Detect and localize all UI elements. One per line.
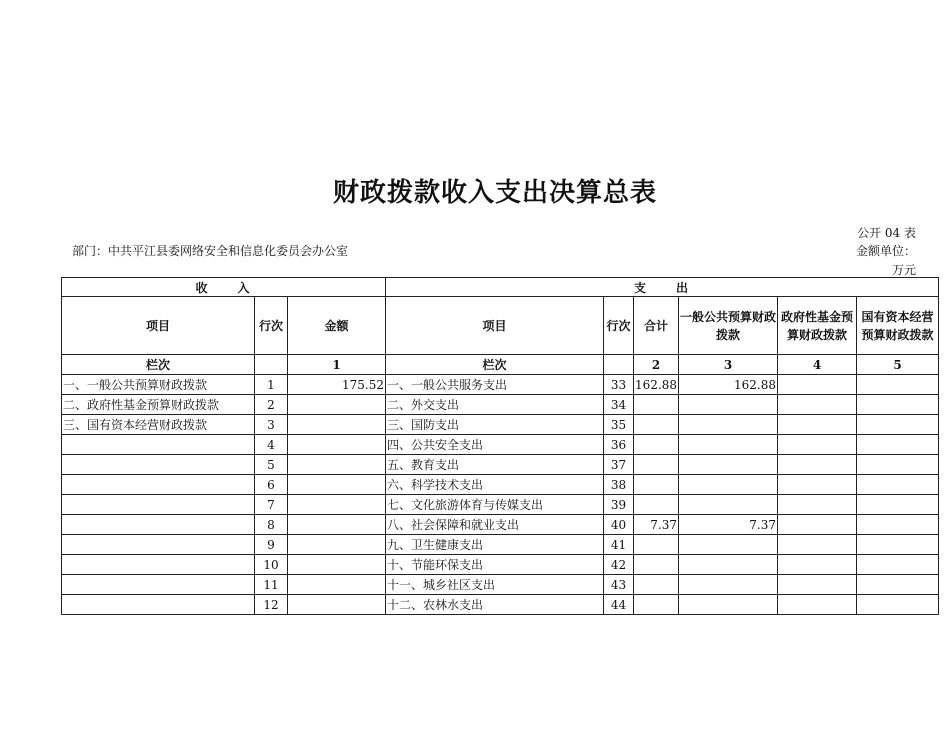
- income-item-cell: [62, 555, 255, 575]
- fund-budget-cell: [778, 555, 857, 575]
- table-row: [62, 495, 939, 515]
- income-row-no-cell: 2: [255, 395, 288, 415]
- total-cell: [634, 395, 679, 415]
- income-row-no-cell: 7: [255, 495, 288, 515]
- table-row: [62, 475, 939, 495]
- column-index-fund: 4: [778, 355, 857, 375]
- column-index-label: 栏次: [62, 355, 255, 375]
- expense-row-no-cell: 35: [604, 415, 634, 435]
- state-capital-cell: [857, 555, 939, 575]
- state-capital-cell: [857, 515, 939, 535]
- state-capital-cell: [857, 435, 939, 455]
- expense-section-header: 支 出: [386, 278, 939, 297]
- total-cell: [634, 595, 679, 615]
- state-capital-cell: [857, 495, 939, 515]
- general-budget-cell: [679, 475, 778, 495]
- income-row-no-cell: 5: [255, 455, 288, 475]
- total-cell: [634, 555, 679, 575]
- income-item-cell: [62, 475, 255, 495]
- income-row-no-cell: 10: [255, 555, 288, 575]
- column-index-cell: [255, 355, 288, 375]
- fund-budget-header: 政府性基金预算财政拨款: [778, 297, 857, 355]
- column-index-exp-label: 栏次: [386, 355, 604, 375]
- fund-budget-cell: [778, 435, 857, 455]
- income-row-no-cell: 6: [255, 475, 288, 495]
- income-amount-cell: [288, 415, 386, 435]
- state-capital-cell: [857, 595, 939, 615]
- income-row-no-cell: 12: [255, 595, 288, 615]
- income-row-no-header: 行次: [255, 297, 288, 355]
- expense-row-no-cell: 33: [604, 375, 634, 395]
- total-cell: [634, 475, 679, 495]
- general-budget-cell: [679, 395, 778, 415]
- general-budget-cell: [679, 435, 778, 455]
- fund-budget-cell: [778, 475, 857, 495]
- department-label: 部门：中共平江县委网络安全和信息化委员会办公室: [72, 244, 349, 258]
- income-item-cell: [62, 595, 255, 615]
- total-cell: [634, 575, 679, 595]
- general-budget-cell: 7.37: [679, 515, 778, 535]
- income-item-header: 项目: [62, 297, 255, 355]
- income-amount-cell: [288, 515, 386, 535]
- state-capital-cell: [857, 475, 939, 495]
- expense-row-no-cell: 38: [604, 475, 634, 495]
- expense-row-no-header: 行次: [604, 297, 634, 355]
- total-cell: 162.88: [634, 375, 679, 395]
- total-header: 合计: [634, 297, 679, 355]
- expense-item-cell: 十二、农林水支出: [386, 595, 604, 615]
- fund-budget-cell: [778, 495, 857, 515]
- expense-item-cell: 八、社会保障和就业支出: [386, 515, 604, 535]
- income-item-cell: [62, 455, 255, 475]
- page-title: 财政拨款收入支出决算总表: [332, 178, 657, 208]
- table-row: [62, 375, 939, 395]
- income-amount-cell: [288, 455, 386, 475]
- column-header-row: [62, 297, 939, 355]
- income-amount-cell: [288, 575, 386, 595]
- form-number: 公开 04 表: [857, 226, 916, 240]
- income-amount-cell: [288, 595, 386, 615]
- fund-budget-cell: [778, 515, 857, 535]
- income-row-no-cell: 9: [255, 535, 288, 555]
- unit-value: 万元: [891, 263, 916, 277]
- expense-row-no-cell: 36: [604, 435, 634, 455]
- state-capital-cell: [857, 575, 939, 595]
- income-amount-cell: [288, 395, 386, 415]
- table-row: [62, 575, 939, 595]
- income-item-cell: [62, 575, 255, 595]
- column-index-state: 5: [857, 355, 939, 375]
- expense-row-no-cell: 42: [604, 555, 634, 575]
- table-row: [62, 455, 939, 475]
- fund-budget-cell: [778, 415, 857, 435]
- expense-item-cell: 二、外交支出: [386, 395, 604, 415]
- expense-row-no-cell: 34: [604, 395, 634, 415]
- expense-item-cell: 七、文化旅游体育与传媒支出: [386, 495, 604, 515]
- income-item-cell: 二、政府性基金预算财政拨款: [62, 395, 255, 415]
- income-amount-cell: [288, 475, 386, 495]
- expense-item-cell: 三、国防支出: [386, 415, 604, 435]
- table-row: [62, 395, 939, 415]
- total-cell: [634, 495, 679, 515]
- fund-budget-cell: [778, 535, 857, 555]
- income-row-no-cell: 8: [255, 515, 288, 535]
- general-budget-cell: [679, 575, 778, 595]
- general-budget-cell: 162.88: [679, 375, 778, 395]
- expense-row-no-cell: 41: [604, 535, 634, 555]
- income-row-no-cell: 4: [255, 435, 288, 455]
- expense-item-cell: 六、科学技术支出: [386, 475, 604, 495]
- expense-item-cell: 九、卫生健康支出: [386, 535, 604, 555]
- total-cell: [634, 455, 679, 475]
- general-budget-cell: [679, 535, 778, 555]
- general-budget-cell: [679, 455, 778, 475]
- expense-item-cell: 四、公共安全支出: [386, 435, 604, 455]
- total-cell: [634, 415, 679, 435]
- state-capital-cell: [857, 395, 939, 415]
- column-index-total: 2: [634, 355, 679, 375]
- table-row: [62, 595, 939, 615]
- income-amount-cell: 175.52: [288, 375, 386, 395]
- fund-budget-cell: [778, 375, 857, 395]
- general-budget-header: 一般公共预算财政拨款: [679, 297, 778, 355]
- income-item-cell: 一、一般公共预算财政拨款: [62, 375, 255, 395]
- fund-budget-cell: [778, 595, 857, 615]
- total-cell: 7.37: [634, 515, 679, 535]
- appropriation-table: [61, 277, 939, 615]
- income-row-no-cell: 3: [255, 415, 288, 435]
- table-row: [62, 415, 939, 435]
- section-header-row: [62, 278, 939, 297]
- income-row-no-cell: 1: [255, 375, 288, 395]
- expense-row-no-cell: 44: [604, 595, 634, 615]
- general-budget-cell: [679, 495, 778, 515]
- general-budget-cell: [679, 415, 778, 435]
- expense-item-cell: 十一、城乡社区支出: [386, 575, 604, 595]
- income-amount-cell: [288, 495, 386, 515]
- expense-row-no-cell: 37: [604, 455, 634, 475]
- expense-item-header: 项目: [386, 297, 604, 355]
- column-index-general: 3: [679, 355, 778, 375]
- table-row: [62, 535, 939, 555]
- state-capital-cell: [857, 455, 939, 475]
- income-section-header: 收 入: [62, 278, 386, 297]
- income-amount-cell: [288, 435, 386, 455]
- column-index-amount: 1: [288, 355, 386, 375]
- general-budget-cell: [679, 595, 778, 615]
- total-cell: [634, 535, 679, 555]
- income-item-cell: 三、国有资本经营财政拨款: [62, 415, 255, 435]
- expense-item-cell: 五、教育支出: [386, 455, 604, 475]
- income-amount-cell: [288, 535, 386, 555]
- income-amount-cell: [288, 555, 386, 575]
- fund-budget-cell: [778, 395, 857, 415]
- state-capital-cell: [857, 415, 939, 435]
- table-row: [62, 555, 939, 575]
- table-row: [62, 515, 939, 535]
- income-amount-header: 金额: [288, 297, 386, 355]
- general-budget-cell: [679, 555, 778, 575]
- fund-budget-cell: [778, 455, 857, 475]
- column-index-row: [62, 355, 939, 375]
- state-capital-header: 国有资本经营预算财政拨款: [857, 297, 939, 355]
- table-row: [62, 435, 939, 455]
- expense-row-no-cell: 43: [604, 575, 634, 595]
- income-item-cell: [62, 535, 255, 555]
- income-item-cell: [62, 515, 255, 535]
- income-item-cell: [62, 435, 255, 455]
- expense-row-no-cell: 40: [604, 515, 634, 535]
- expense-item-cell: 十、节能环保支出: [386, 555, 604, 575]
- fund-budget-cell: [778, 575, 857, 595]
- expense-row-no-cell: 39: [604, 495, 634, 515]
- state-capital-cell: [857, 535, 939, 555]
- state-capital-cell: [857, 375, 939, 395]
- column-index-cell: [604, 355, 634, 375]
- total-cell: [634, 435, 679, 455]
- income-row-no-cell: 11: [255, 575, 288, 595]
- income-item-cell: [62, 495, 255, 515]
- unit-label: 金额单位：: [855, 244, 916, 258]
- expense-item-cell: 一、一般公共服务支出: [386, 375, 604, 395]
